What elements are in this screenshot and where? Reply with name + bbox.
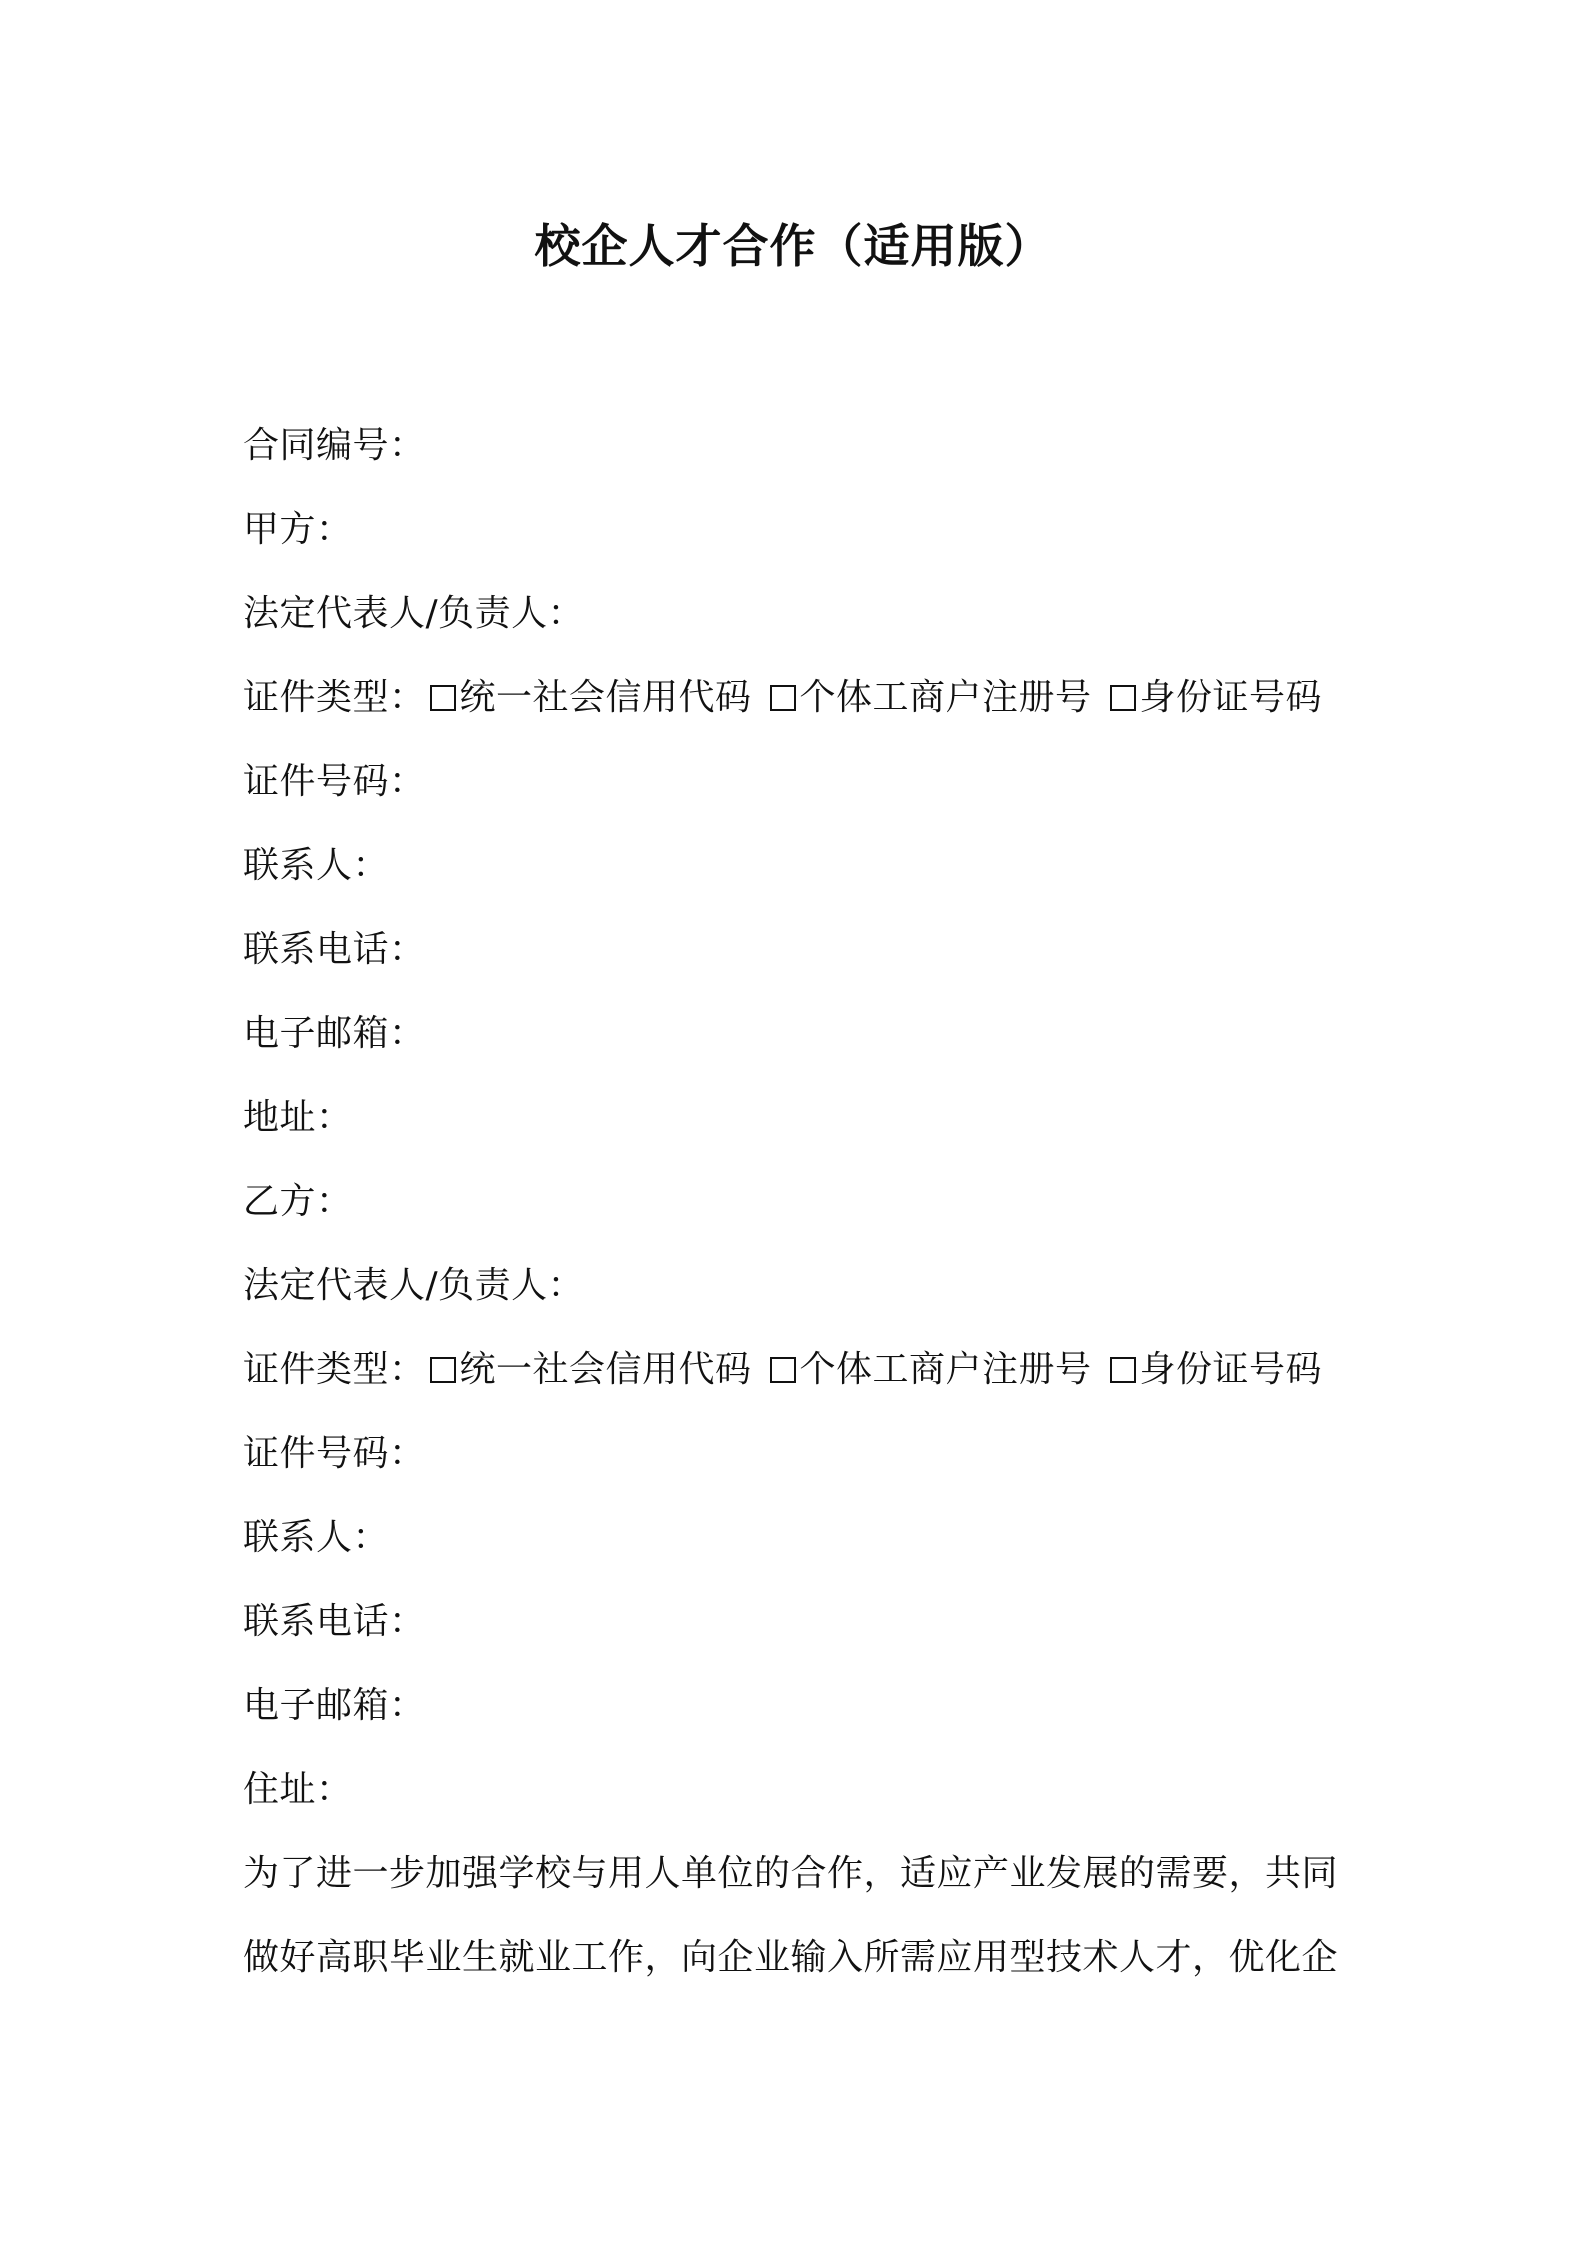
party-a-address-field: 地址： <box>243 1097 353 1138</box>
intro-paragraph-line-1: 为了进一步加强学校与用人单位的合作，适应产业发展的需要，共同 <box>243 1853 1339 1894</box>
party-b-field: 乙方： <box>243 1181 353 1222</box>
party-b-credit-code-checkbox[interactable] <box>430 1357 456 1383</box>
party-b-contact-field: 联系人： <box>243 1517 390 1558</box>
party-a-credit-code-checkbox[interactable] <box>430 685 456 711</box>
contract-number-field: 合同编号： <box>243 425 426 466</box>
party-a-field: 甲方： <box>243 509 353 550</box>
party-a-business-reg-checkbox[interactable] <box>770 685 796 711</box>
party-b-business-reg-label: 个体工商户注册号 <box>799 1349 1092 1390</box>
party-a-id-type-row <box>243 656 1355 740</box>
party-a-id-card-checkbox[interactable] <box>1110 685 1136 711</box>
party-b-id-number-field: 证件号码： <box>243 1433 426 1474</box>
party-b-address-field: 住址： <box>243 1769 353 1810</box>
party-a-email-field: 电子邮箱： <box>243 1013 426 1054</box>
party-b-id-type-row <box>243 1328 1355 1412</box>
intro-paragraph-line-2: 做好高职毕业生就业工作，向企业输入所需应用型技术人才，优化企 <box>243 1937 1339 1978</box>
party-a-id-card-label: 身份证号码 <box>1139 677 1323 718</box>
party-b-credit-code-label: 统一社会信用代码 <box>459 1349 752 1390</box>
party-a-id-number-field: 证件号码： <box>243 761 426 802</box>
party-a-credit-code-label: 统一社会信用代码 <box>459 677 752 718</box>
party-b-email-field: 电子邮箱： <box>243 1685 426 1726</box>
party-b-phone-field: 联系电话： <box>243 1601 426 1642</box>
party-a-contact-field: 联系人： <box>243 845 390 886</box>
document-body <box>243 404 1355 2000</box>
party-a-phone-field: 联系电话： <box>243 929 426 970</box>
party-b-representative-field: 法定代表人/负责人： <box>243 1265 585 1306</box>
party-a-business-reg-label: 个体工商户注册号 <box>799 677 1092 718</box>
party-b-business-reg-checkbox[interactable] <box>770 1357 796 1383</box>
party-a-representative-field: 法定代表人/负责人： <box>243 593 585 634</box>
document-title: 校企人才合作（适用版） <box>534 219 1052 273</box>
party-a-id-type-label: 证件类型： <box>243 677 426 718</box>
party-b-id-type-label: 证件类型： <box>243 1349 426 1390</box>
party-b-id-card-checkbox[interactable] <box>1110 1357 1136 1383</box>
party-b-id-card-label: 身份证号码 <box>1139 1349 1323 1390</box>
